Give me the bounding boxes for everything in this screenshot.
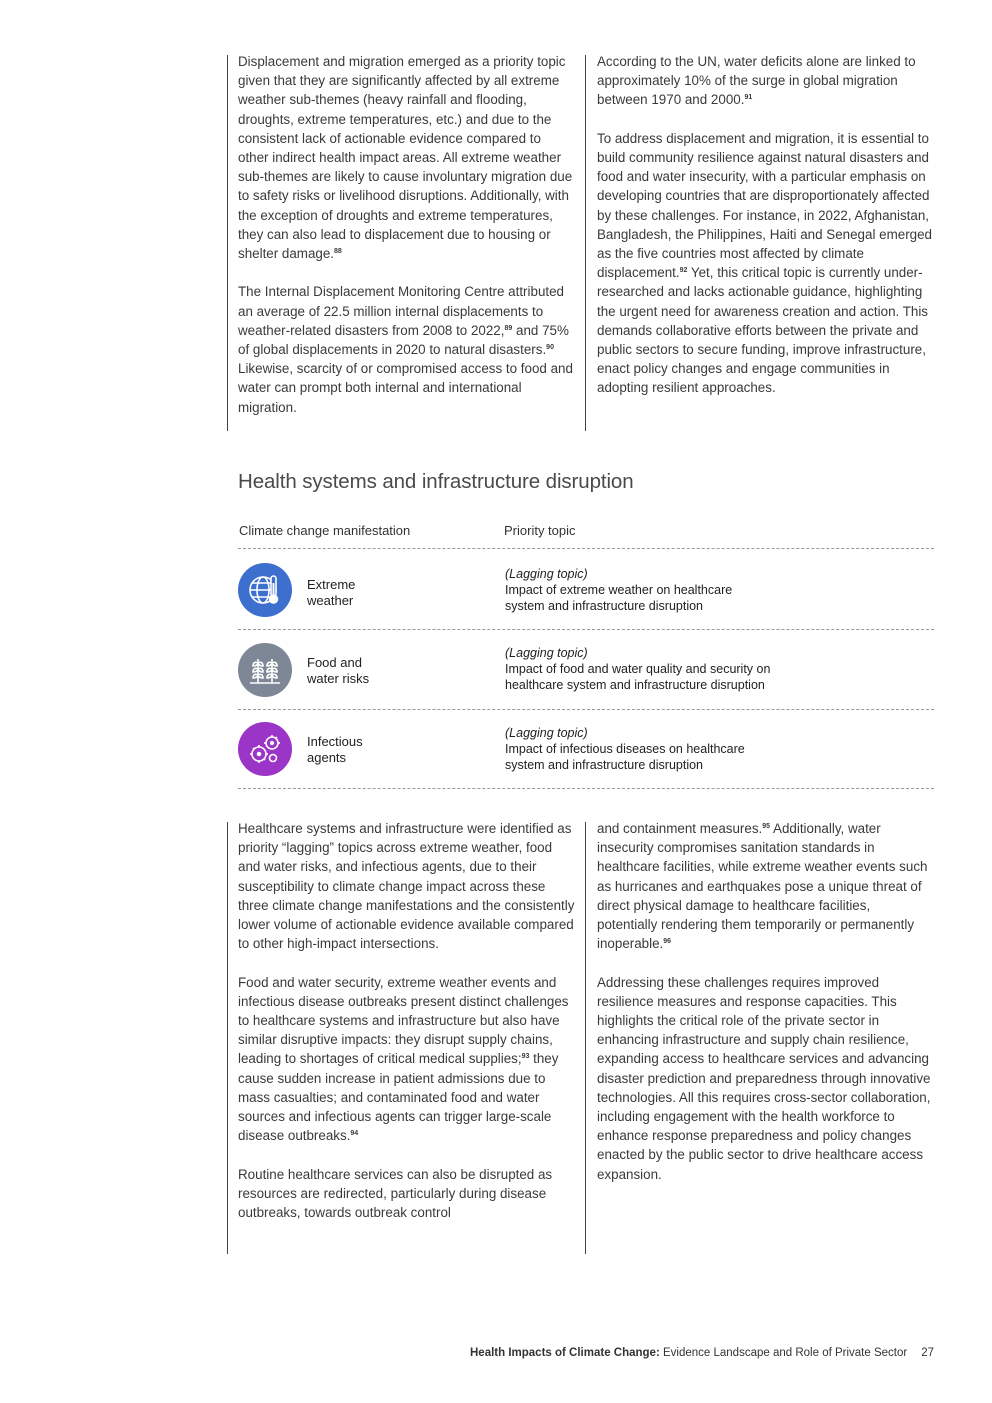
manifestation-label: Infectious agents bbox=[307, 734, 363, 765]
paragraph: Displacement and migration emerged as a priority topic given that they are significantly affected by all extreme weather sub-themes (heavy rainfall and flooding, droughts, extreme temperatures, etc.) and due to the consistent lack of actionable evidence compared to other indirect health impact areas. All extreme weather sub-themes are likely to cause involuntary migration due to safety risks or livelihood disruptions. Additionally, with the exception of droughts and extreme temperatures, they can also lead to displacement due to housing or shelter damage.$^{88}$ bbox=[238, 54, 573, 262]
paragraph: Addressing these challenges requires improved resilience measures and response capacities. This highlights the critical role of the private sector in enhancing infrastructure and supply chain resilience, expanding access to healthcare services and advancing disaster prediction and preparedness through innovative technologies. All this requires cross-sector collaboration, including engagement with the health workforce to enhance response preparedness and policy changes enacted by the public sector to drive healthcare access expansion. bbox=[597, 974, 931, 1182]
globe-thermometer-icon bbox=[246, 571, 284, 609]
column-rule-bottom-right bbox=[585, 822, 586, 1254]
paragraph: Routine healthcare services can also be disrupted as resources are redirected, particularly during disease outbreaks, towards outbreak control bbox=[238, 1166, 553, 1221]
paragraph: According to the UN, water deficits alone are linked to approximately 10% of the surge in global migration between 1970 and 2000.91 bbox=[597, 54, 916, 108]
footer-title: Health Impacts of Climate Change: bbox=[470, 1347, 660, 1359]
bottom-left-column bbox=[238, 819, 575, 1222]
page-number: 27 bbox=[921, 1347, 934, 1359]
icon-badge bbox=[238, 643, 292, 697]
col-header-manifestation: Climate change manifestation bbox=[239, 523, 411, 538]
priority-topic: (Lagging topic) Impact of extreme weather on healthcare system and infrastructure disruption bbox=[505, 567, 733, 613]
col-header-priority-topic: Priority topic bbox=[504, 523, 576, 538]
paragraph: The Internal Displacement Monitoring Centre attributed an average of 22.5 million internal displacements to weather-related disasters from 2008 to 2022,89 and 75% of global displacements in 2020 to natural disasters.$^{90}$ Likewise, scarcity of or compromised access to food and water can prompt both internal and international migration. bbox=[238, 284, 573, 415]
divider bbox=[238, 548, 934, 549]
icon-badge bbox=[238, 563, 292, 617]
table-row bbox=[238, 722, 934, 782]
table-row bbox=[238, 643, 934, 703]
column-rule-bottom-left bbox=[227, 822, 228, 1254]
column-rule-top-right bbox=[585, 55, 586, 431]
paragraph: and containment measures.$^{95}$ Additionally, water insecurity compromises sanitation standards in healthcare facilities, while extreme weather events such as hurricanes and earthquakes pose a unique threat of direct physical damage to healthcare facilities, potentially rendering them temporarily or permanently inoperable.$^{96}$ bbox=[597, 821, 928, 952]
divider bbox=[238, 709, 934, 710]
footer-subtitle: Evidence Landscape and Role of Private Sector bbox=[659, 1347, 908, 1359]
column-rule-top-left bbox=[227, 55, 228, 431]
manifestation-label: Extreme weather bbox=[307, 577, 356, 608]
top-left-column bbox=[238, 52, 575, 417]
priority-topic: (Lagging topic) Impact of food and water quality and security on healthcare system and infrastructure disruption bbox=[505, 646, 771, 692]
paragraph: Food and water security, extreme weather events and infectious disease outbreaks present distinct challenges to healthcare systems and infrastructure but also have similar disruptive impacts: they disrupt supply chains, leading to shortages of critical medical supplies;$^{93}$ they cause sudden increase in patient admissions due to mass casualties; and contaminated food and water sources and infectious agents can trigger large-scale disease outbreaks.$^{94}$ bbox=[238, 974, 569, 1144]
icon-badge bbox=[238, 722, 292, 776]
paragraph: Healthcare systems and infrastructure were identified as priority “lagging” topics across extreme weather, food and water risks, and infectious agents, due to their susceptibility to climate change impact across these three climate change manifestations and the consistently lower volume of actionable evidence available compared to other high-impact intersections. bbox=[238, 821, 575, 952]
paragraph: To address displacement and migration, it is essential to build community resilience against natural disasters and food and water insecurity, with a particular emphasis on developing countries that are disproportionately affected by these challenges. For instance, in 2022, Afghanistan, Bangladesh, the Philippines, Haiti and Senegal emerged as the five countries most affected by climate displacement.$^{92}$ Yet, this critical topic is currently under-researched and lacks actionable guidance, highlighting the urgent need for awareness creation and action. This demands collaborative efforts between the private and public sectors to secure funding, improve infrastructure, enact policy changes and engage communities in adopting resilient approaches. bbox=[597, 130, 932, 396]
divider bbox=[238, 788, 934, 789]
page-footer bbox=[470, 1347, 934, 1359]
plants-icon bbox=[246, 651, 284, 689]
divider bbox=[238, 629, 934, 630]
virus-icon bbox=[246, 730, 284, 768]
manifestation-label: Food and water risks bbox=[307, 655, 370, 686]
bottom-right-column bbox=[597, 819, 934, 1184]
top-right-column bbox=[597, 52, 934, 398]
table-row bbox=[238, 563, 934, 623]
section-title: Health systems and infrastructure disruption bbox=[238, 470, 634, 493]
priority-topic: (Lagging topic) Impact of infectious diseases on healthcare system and infrastructure disruption bbox=[505, 726, 745, 772]
